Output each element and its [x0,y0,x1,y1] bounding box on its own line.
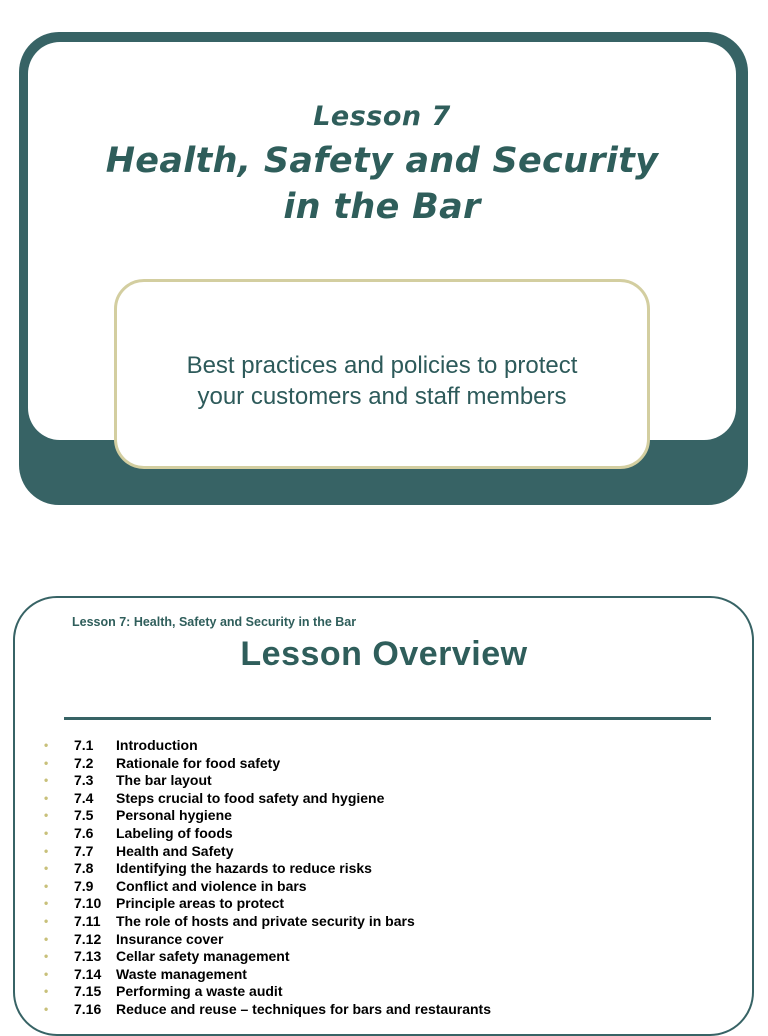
topic-number: 7.10 [74,895,102,912]
topic-text: Personal hygiene [116,807,232,824]
topic-text: Health and Safety [116,842,234,859]
topic-text: Conflict and violence in bars [116,877,307,894]
topic-number: 7.5 [74,807,94,824]
overview-slide-header: Lesson 7: Health, Safety and Security in the Bar [72,615,357,629]
topic-number: 7.15 [74,983,102,1000]
lesson-label: Lesson 7 [313,101,451,132]
bullet-icon: • [44,896,49,911]
topic-number: 7.7 [74,842,94,859]
topic-number: 7.2 [74,754,94,771]
subtitle-box [114,279,650,469]
bullet-icon: • [44,808,49,823]
topic-number: 7.6 [74,824,94,841]
topic-number: 7.16 [74,1000,102,1017]
bullet-icon: • [44,878,49,893]
topic-number: 7.12 [74,930,102,947]
bullet-icon: • [44,949,49,964]
title-slide-heading [28,100,736,230]
subtitle [117,350,647,412]
bullet-icon: • [44,1001,49,1016]
title-divider [64,717,711,720]
topic-text: Labeling of foods [116,824,233,841]
topic-text: The role of hosts and private security in bars [116,912,415,929]
overview-slide-title: Lesson Overview [240,635,528,673]
topic-number: 7.3 [74,772,94,789]
bullet-icon: • [44,966,49,981]
topic-text: The bar layout [116,772,212,789]
topic-text: Insurance cover [116,930,224,947]
bullet-icon: • [44,984,49,999]
topic-text: Performing a waste audit [116,983,283,1000]
bullet-icon: • [44,913,49,928]
topic-text: Identifying the hazards to reduce risks [116,860,372,877]
topic-number: 7.8 [74,860,94,877]
topic-number: 7.4 [74,789,94,806]
bullet-icon: • [44,738,49,752]
bullet-icon: • [44,790,49,805]
topic-number: 7.11 [74,912,101,929]
lesson-title [28,138,736,230]
bullet-icon: • [44,755,49,770]
subtitle-line-1: Best practices and policies to protect [186,352,578,379]
topic-text: Principle areas to protect [116,895,285,912]
topic-number: 7.14 [74,965,102,982]
bullet-icon: • [44,773,49,788]
topic-text: Reduce and reuse – techniques for bars and restaurants [116,1000,492,1017]
bullet-icon: • [44,843,49,858]
lesson-title-line-2: in the Bar [283,187,481,227]
topic-text: Waste management [116,965,247,982]
subtitle-line-2: your customers and staff members [197,383,567,410]
topic-text: Steps crucial to food safety and hygiene [116,789,385,806]
topic-text: Rationale for food safety [116,754,281,771]
topic-number: 7.9 [74,877,94,894]
bullet-icon: • [44,861,49,876]
topic-number: 7.13 [74,948,102,965]
bullet-icon: • [44,825,49,840]
lesson-title-line-1: Health, Safety and Security [105,141,659,181]
topic-text: Introduction [116,737,198,753]
bullet-icon: • [44,931,49,946]
topic-number: 7.1 [74,737,94,753]
topic-text: Cellar safety management [116,948,290,965]
